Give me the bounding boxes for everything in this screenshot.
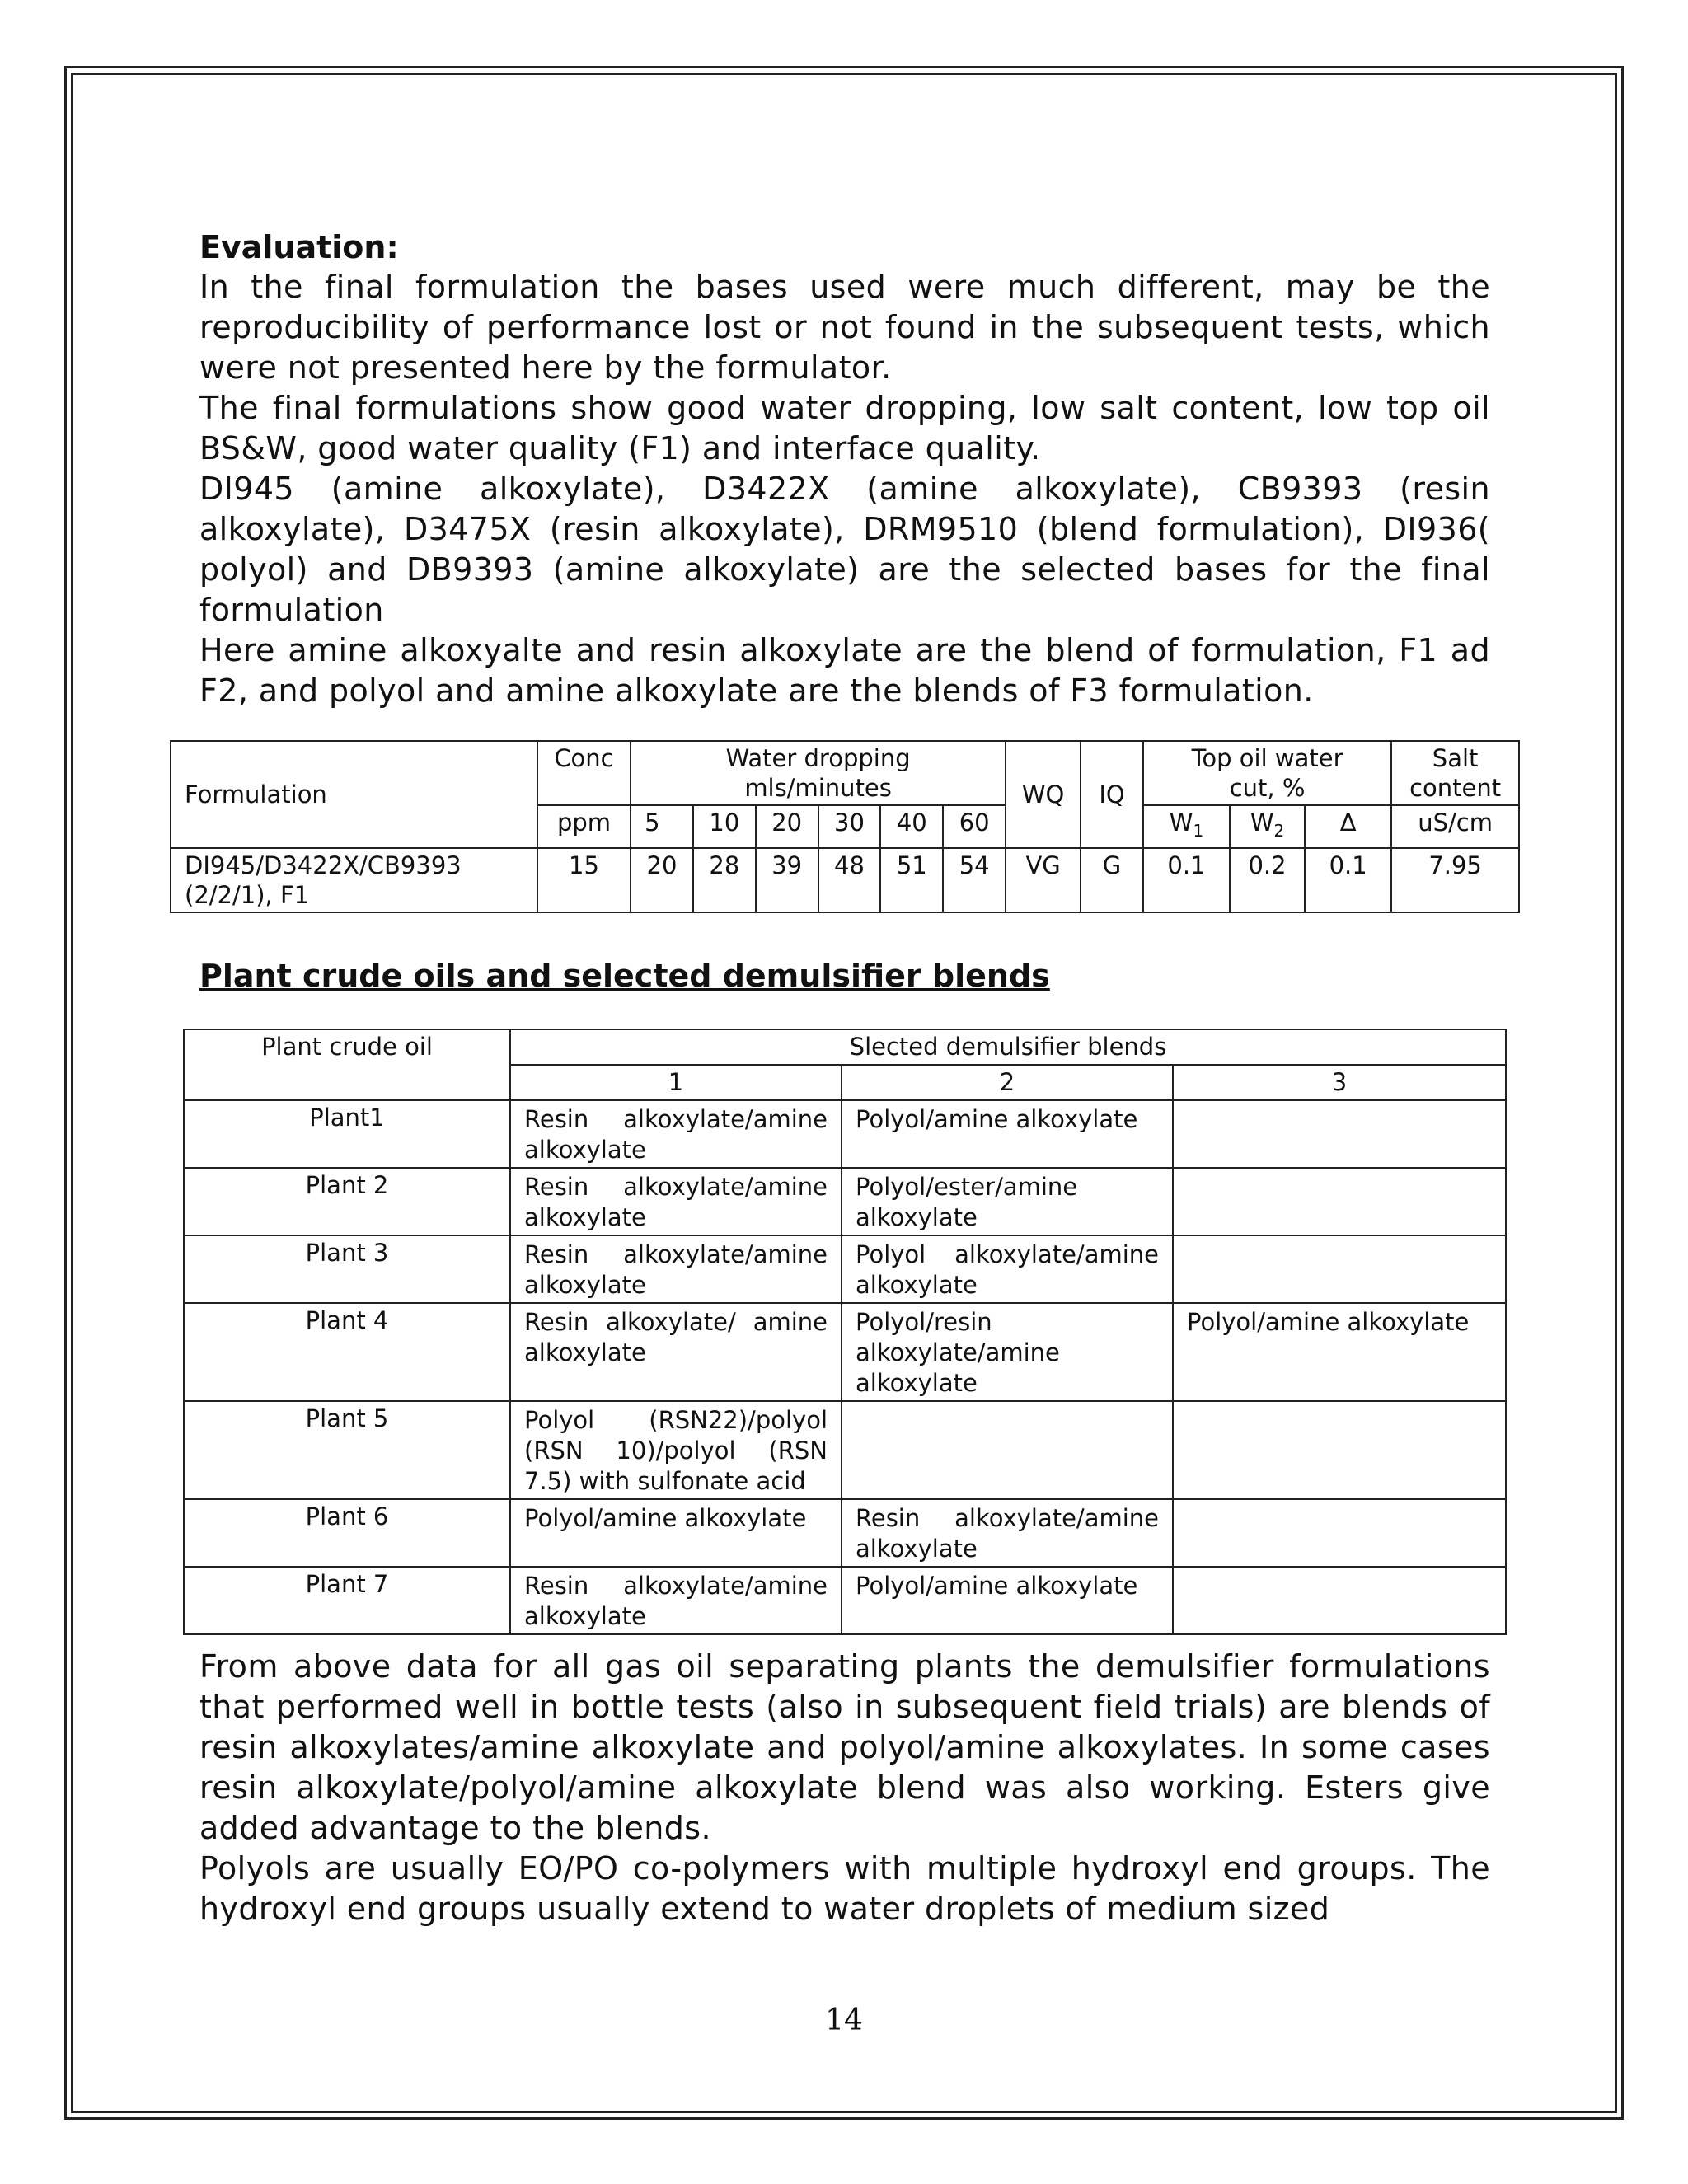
row-drop-40: 51 (880, 848, 943, 912)
subheader-w2-subscript: 2 (1273, 820, 1285, 841)
header-salt-label: Salt (1432, 744, 1479, 772)
table-row (184, 1168, 1506, 1235)
row-iq: G (1081, 848, 1143, 912)
row-formulation-name (171, 848, 537, 912)
header-salt-unit: content (1409, 774, 1502, 802)
header-top-oil (1143, 741, 1391, 805)
header-blend-1: 1 (510, 1065, 842, 1100)
closing-section (199, 1647, 1490, 1929)
plant-section-heading: Plant crude oils and selected demulsifier blends (199, 958, 1050, 994)
subheader-time-30: 30 (818, 805, 881, 848)
subheader-salt-unit: uS/cm (1391, 805, 1519, 848)
header-water-dropping-label: Water dropping (725, 744, 911, 772)
table-row (184, 1567, 1506, 1634)
row-conc: 15 (537, 848, 631, 912)
formulation-table (170, 740, 1520, 913)
evaluation-paragraph-3: DI945 (amine alkoxylate), D3422X (amine alkoxylate), CB9393 (resin alkoxylate), D3475X (resin alkoxylate), DRM9510 (blend formulation), DI936( polyol) and DB9393 (amine alkoxylate) are the selected bases for the final formulation (199, 471, 1490, 628)
header-salt (1391, 741, 1519, 805)
subheader-w1-subscript: 1 (1193, 820, 1204, 841)
blend-3-cell (1173, 1567, 1506, 1634)
subheader-w2 (1230, 805, 1305, 848)
subheader-ppm: ppm (537, 805, 631, 848)
subheader-w1-letter: W (1169, 808, 1193, 837)
subheader-time-40: 40 (880, 805, 943, 848)
blend-1-cell: Polyol (RSN22)/polyol (RSN 10)/polyol (RSN 7.5) with sulfonate acid (510, 1401, 842, 1499)
table-row (184, 1499, 1506, 1567)
plant-header-row (184, 1029, 1506, 1065)
blend-1-cell: Resin alkoxylate/amine alkoxylate (510, 1567, 842, 1634)
plant-name: Plant 6 (184, 1499, 510, 1567)
header-blend-3: 3 (1173, 1065, 1506, 1100)
header-selected-blends: Slected demulsifier blends (510, 1029, 1506, 1065)
plant-name: Plant 2 (184, 1168, 510, 1235)
blend-3-cell (1173, 1401, 1506, 1499)
page-number: 14 (825, 2004, 863, 2037)
plant-name: Plant 3 (184, 1235, 510, 1303)
plant-name: Plant 7 (184, 1567, 510, 1634)
blend-1-cell: Polyol/amine alkoxylate (510, 1499, 842, 1567)
blend-2-cell: Polyol/amine alkoxylate (842, 1100, 1173, 1168)
subheader-delta: Δ (1305, 805, 1391, 848)
blend-3-cell (1173, 1168, 1506, 1235)
closing-paragraph-2: Polyols are usually EO/PO co-polymers with multiple hydroxyl end groups. The hydroxyl end groups usually extend to water droplets of medium sized (199, 1850, 1490, 1927)
header-blend-2: 2 (842, 1065, 1173, 1100)
row-delta: 0.1 (1305, 848, 1391, 912)
row-drop-20: 39 (756, 848, 818, 912)
header-water-dropping-unit: mls/minutes (744, 774, 892, 802)
subheader-w1 (1143, 805, 1230, 848)
plant-name: Plant 5 (184, 1401, 510, 1499)
formulation-data-row (171, 848, 1519, 912)
evaluation-paragraph-2: The final formulations show good water dropping, low salt content, low top oil BS&W, good water quality (F1) and interface quality. (199, 390, 1490, 466)
plant-name: Plant 4 (184, 1303, 510, 1401)
header-formulation: Formulation (171, 741, 537, 848)
blend-3-cell (1173, 1100, 1506, 1168)
subheader-time-60: 60 (943, 805, 1006, 848)
row-drop-5: 20 (631, 848, 693, 912)
blend-1-cell: Resin alkoxylate/amine alkoxylate (510, 1235, 842, 1303)
row-w1: 0.1 (1143, 848, 1230, 912)
row-salt: 7.95 (1391, 848, 1519, 912)
subheader-time-10: 10 (693, 805, 756, 848)
table-row (184, 1100, 1506, 1168)
blend-1-cell: Resin alkoxylate/amine alkoxylate (510, 1100, 842, 1168)
header-plant-crude-oil: Plant crude oil (184, 1029, 510, 1100)
blend-1-cell: Resin alkoxylate/amine alkoxylate (510, 1168, 842, 1235)
blend-1-cell: Resin alkoxylate/ amine alkoxylate (510, 1303, 842, 1401)
table-row (184, 1235, 1506, 1303)
blend-2-cell: Polyol/resin alkoxylate/amine alkoxylate (842, 1303, 1173, 1401)
table-row (184, 1401, 1506, 1499)
header-top-oil-unit: cut, % (1229, 774, 1306, 802)
evaluation-section (199, 227, 1490, 711)
table-row (184, 1303, 1506, 1401)
blend-2-cell (842, 1401, 1173, 1499)
blend-2-cell: Polyol/ester/amine alkoxylate (842, 1168, 1173, 1235)
row-formulation-name-line1: DI945/D3422X/CB9393 (185, 851, 462, 879)
blend-3-cell (1173, 1235, 1506, 1303)
subheader-w2-letter: W (1250, 808, 1274, 837)
header-top-oil-label: Top oil water (1191, 744, 1343, 772)
header-conc: Conc (537, 741, 631, 805)
blend-2-cell: Resin alkoxylate/amine alkoxylate (842, 1499, 1173, 1567)
header-wq: WQ (1006, 741, 1081, 848)
subheader-time-5: 5 (631, 805, 693, 848)
row-formulation-name-line2: (2/2/1), F1 (185, 880, 310, 909)
header-iq: IQ (1081, 741, 1143, 848)
evaluation-paragraph-4: Here amine alkoxyalte and resin alkoxylate are the blend of formulation, F1 ad F2, and polyol and amine alkoxylate are the blends of F3 formulation. (199, 632, 1490, 709)
subheader-time-20: 20 (756, 805, 818, 848)
evaluation-paragraph-1: In the final formulation the bases used were much different, may be the reproducibility of performance lost or not found in the subsequent tests, which were not presented here by the formulator. (199, 269, 1490, 386)
blend-2-cell: Polyol/amine alkoxylate (842, 1567, 1173, 1634)
row-wq: VG (1006, 848, 1081, 912)
plant-name: Plant1 (184, 1100, 510, 1168)
blend-2-cell: Polyol alkoxylate/amine alkoxylate (842, 1235, 1173, 1303)
blend-3-cell: Polyol/amine alkoxylate (1173, 1303, 1506, 1401)
row-w2: 0.2 (1230, 848, 1305, 912)
closing-paragraph-1: From above data for all gas oil separating plants the demulsifier formulations that performed well in bottle tests (also in subsequent field trials) are blends of resin alkoxylates/amine alkoxylate and polyol/amine alkoxylates. In some cases resin alkoxylate/polyol/amine alkoxylate blend was also working. Esters give added advantage to the blends. (199, 1648, 1490, 1846)
row-drop-10: 28 (693, 848, 756, 912)
row-drop-30: 48 (818, 848, 881, 912)
header-water-dropping (631, 741, 1006, 805)
evaluation-heading: Evaluation: (199, 229, 399, 265)
formulation-header-row (171, 741, 1519, 805)
blend-3-cell (1173, 1499, 1506, 1567)
row-drop-60: 54 (943, 848, 1006, 912)
plant-blends-table (183, 1029, 1507, 1635)
